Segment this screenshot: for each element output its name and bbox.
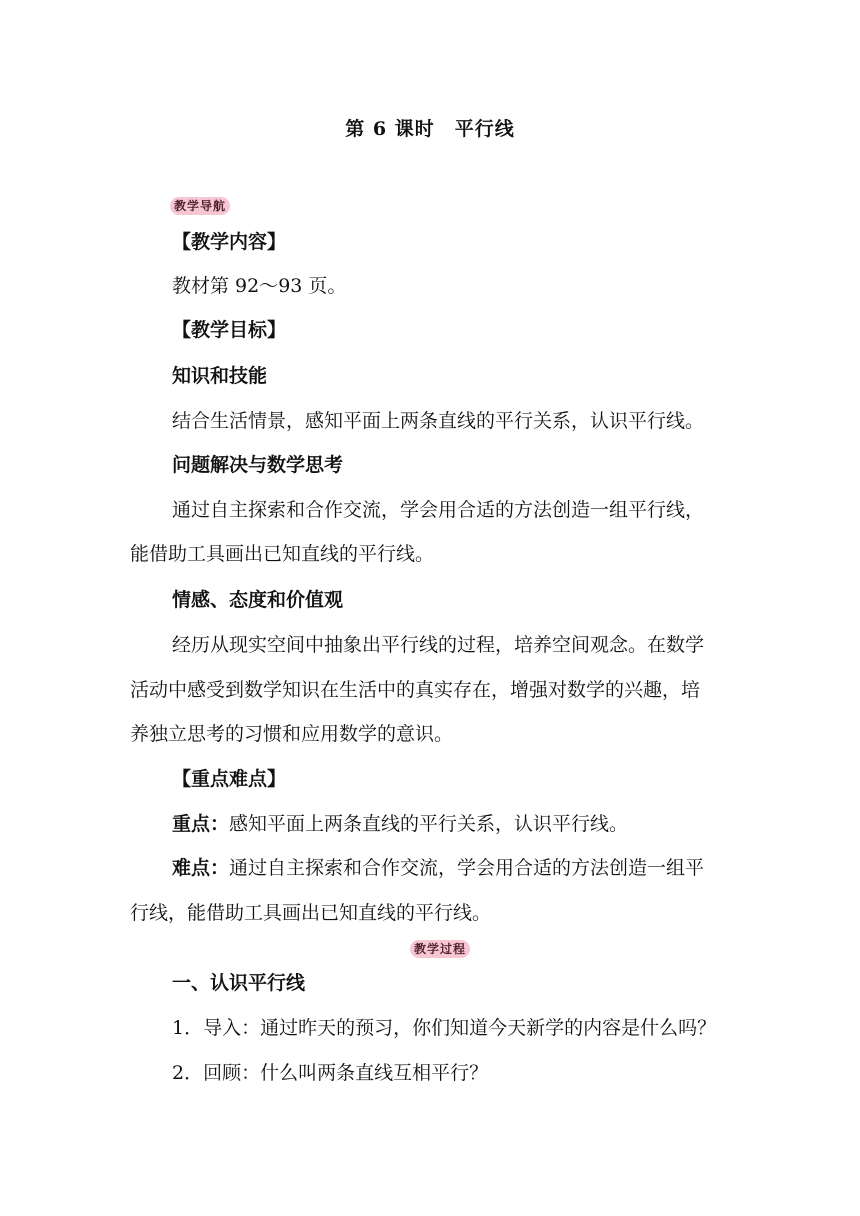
difficulty-line1: 通过自主探索和合作交流，学会用合适的方法创造一组平 (229, 857, 705, 879)
goal2-line2: 能借助工具画出已知直线的平行线。 (130, 543, 435, 565)
difficulty-line2: 行线，能借助工具画出已知直线的平行线。 (130, 902, 492, 924)
goal3-line1: 经历从现实空间中抽象出平行线的过程，培养空间观念。在数学 (172, 634, 705, 656)
difficulty-label: 难点： (172, 857, 230, 879)
key-point (172, 812, 774, 836)
teaching-process-badge: 教学过程 (410, 940, 470, 958)
goal3-line2: 活动中感受到数学知识在生活中的真实存在，增强对数学的兴趣，培 (130, 679, 701, 701)
step2-text: 2．回顾：什么叫两条直线互相平行？ (172, 1062, 489, 1084)
goal1-text: 结合生活情景，感知平面上两条直线的平行关系，认识平行线。 (172, 410, 705, 432)
goal3-heading: 情感、态度和价值观 (172, 589, 344, 611)
key-text: 感知平面上两条直线的平行关系，认识平行线。 (229, 813, 629, 835)
step1-text: 1．导入：通过昨天的预习，你们知道今天新学的内容是什么吗？ (172, 1017, 717, 1039)
goal2-heading: 问题解决与数学思考 (172, 454, 344, 476)
teaching-guide-badge: 教学导航 (170, 197, 230, 215)
goal1-heading: 知识和技能 (172, 365, 268, 387)
key-label: 重点： (172, 813, 230, 835)
goal2-line1: 通过自主探索和合作交流，学会用合适的方法创造一组平行线， (172, 499, 705, 521)
goals-heading: 【教学目标】 (172, 319, 287, 341)
content-heading: 【教学内容】 (172, 231, 287, 253)
goal3-line3: 养独立思考的习惯和应用数学的意识。 (130, 723, 454, 745)
key-heading: 【重点难点】 (172, 768, 287, 790)
content-text: 教材第 92～93 页。 (172, 275, 347, 297)
part1-heading: 一、认识平行线 (172, 972, 306, 994)
difficulty-point (172, 856, 774, 880)
page-title: 第 6 课时 平行线 (345, 118, 515, 140)
